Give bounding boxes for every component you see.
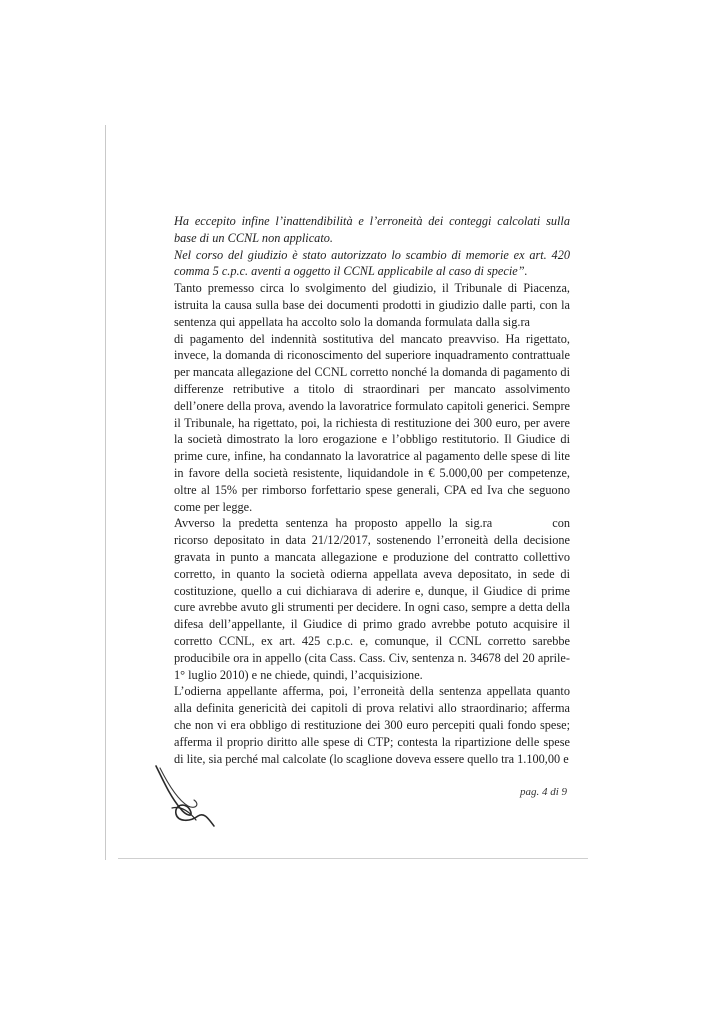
- handwritten-signature: [150, 760, 220, 830]
- paragraph-3-part-2: di pagamento del indennità sostitutiva del mancato preavviso. Ha rigettato, invece, la domanda di riconoscimento del superiore inquadramento contrattuale per mancata allegazione del CCNL corretto nonché la domanda di pagamento di differenze retributive a titolo di straordinari per mancato assolvimento dell’onere della prova, avendo la lavoratrice formulato capitoli generici. Sempre il Tribunale, ha rigettato, poi, la richiesta di restituzione dei 300 euro, per avere la società dimostrato la loro erogazione e l’obbligo restitutorio. Il Giudice di prime cure, infine, ha condannato la lavoratrice al pagamento delle spese di lite in favore della società resistente, liquidandole in € 5.000,00 per competenze, oltre al 15% per rimborso forfettario spese generali, CPA ed Iva che seguono come per legge.: [174, 331, 570, 514]
- paragraph-4-part-2: con ricorso depositato in data 21/12/2017, sostenendo l’erroneità della decisione gravata in punto a mancata allegazione e produzione del contratto collettivo corretto, in quanto la società odierna appellata aveva depositato, in sede di costituzione, quello a cui dichiarava di aderire e, dunque, il Giudice di prime cure avrebbe avuto gli strumenti per decidere. In ogni caso, sempre a detta della difesa dell’appellante, il Giudice di primo grado avrebbe potuto acquisire il corretto CCNL, ex art. 425 c.p.c. e, comunque, il CCNL corretto sarebbe producibile ora in appello (cita Cass. Cass. Civ, sentenza n. 34678 del 20 aprile-1° luglio 2010) e ne chiede, quindi, l’acquisizione.: [174, 516, 570, 682]
- scan-edge-line: [105, 125, 106, 860]
- document-body: [174, 213, 570, 767]
- paragraph-4: [174, 515, 570, 683]
- paragraph-4-part-1: Avverso la predetta sentenza ha proposto appello la sig.ra: [174, 516, 493, 531]
- paragraph-3: [174, 280, 570, 515]
- scan-bottom-line: [118, 858, 588, 859]
- paragraph-3-part-1: Tanto premesso circa lo svolgimento del giudizio, il Tribunale di Piacenza, istruita la causa sulla base dei documenti prodotti in giudizio dalle parti, con la sentenza qui appellata ha accolto solo la domanda formulata dalla sig.ra: [174, 281, 570, 329]
- page-number: pag. 4 di 9: [520, 786, 568, 798]
- paragraph-2: Nel corso del giudizio è stato autorizzato lo scambio di memorie ex art. 420 comma 5 c.p.c. aventi a oggetto il CCNL applicabile al caso di specie”.: [174, 247, 570, 279]
- paragraph-5: L’odierna appellante afferma, poi, l’erroneità della sentenza appellata quanto alla definita genericità dei capitoli di prova relativi allo straordinario; afferma che non vi era obbligo di restituzione dei 300 euro percepiti quali fondo spese; afferma il proprio diritto alle spese di CTP; contesta la ripartizione delle spese di lite, sia perché mal calcolate (lo scaglione doveva essere quello tra 1.100,00 e: [174, 684, 570, 766]
- paragraph-1: Ha eccepito infine l’inattendibilità e l’erroneità dei conteggi calcolati sulla base di un CCNL non applicato.: [174, 214, 570, 245]
